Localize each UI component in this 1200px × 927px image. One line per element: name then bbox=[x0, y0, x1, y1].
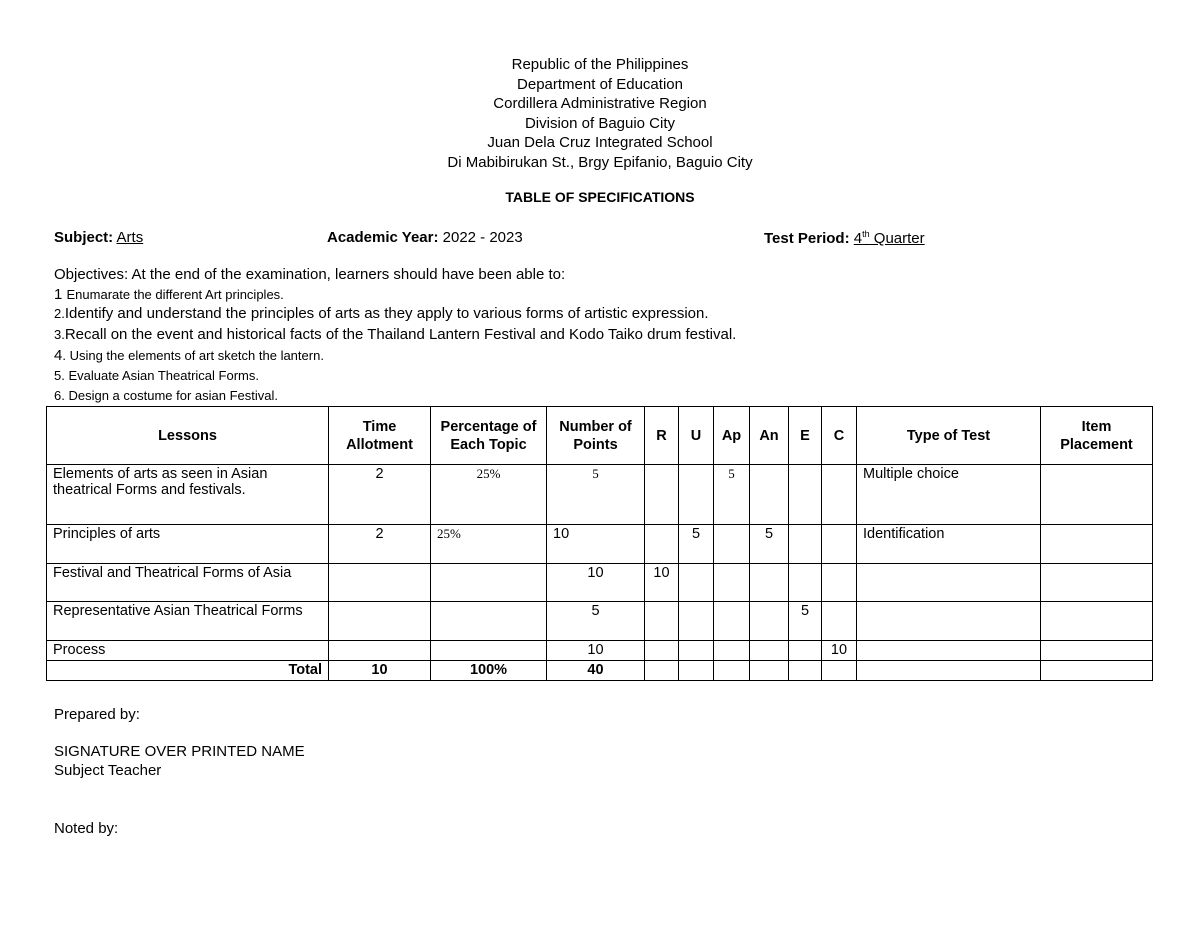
cell-percentage: 25% bbox=[431, 465, 547, 525]
cell-time bbox=[329, 564, 431, 602]
total-type bbox=[857, 661, 1041, 681]
objective-5 bbox=[54, 368, 259, 383]
cell-u: 5 bbox=[679, 525, 714, 564]
test-period-label: Test Period: bbox=[764, 230, 850, 247]
header-item-placement: Item Placement bbox=[1041, 407, 1153, 465]
objective-number: 6. bbox=[54, 388, 65, 403]
cell-c bbox=[822, 564, 857, 602]
specifications-table bbox=[46, 406, 1153, 681]
cell-r bbox=[645, 641, 679, 661]
noted-by-label: Noted by: bbox=[54, 820, 119, 837]
cell-c bbox=[822, 602, 857, 641]
cell-placement bbox=[1041, 564, 1153, 602]
table-row bbox=[47, 641, 1153, 661]
header-department: Department of Education bbox=[517, 75, 683, 93]
cell-placement bbox=[1041, 602, 1153, 641]
cell-u bbox=[679, 602, 714, 641]
signer-role: Subject Teacher bbox=[54, 762, 162, 779]
cell-ap bbox=[714, 602, 750, 641]
objective-3 bbox=[54, 326, 736, 343]
total-placement bbox=[1041, 661, 1153, 681]
cell-ap bbox=[714, 525, 750, 564]
school-header bbox=[0, 55, 1200, 172]
subject-label: Subject: bbox=[54, 229, 114, 246]
cell-type: Multiple choice bbox=[857, 465, 1041, 525]
header-lessons: Lessons bbox=[47, 407, 329, 465]
total-points: 40 bbox=[547, 661, 645, 681]
test-period-value bbox=[854, 230, 925, 247]
cell-an bbox=[750, 641, 789, 661]
cell-an bbox=[750, 465, 789, 525]
cell-lesson: Representative Asian Theatrical Forms bbox=[47, 602, 329, 641]
cell-lesson: Festival and Theatrical Forms of Asia bbox=[47, 564, 329, 602]
objective-6 bbox=[54, 388, 278, 403]
total-c bbox=[822, 661, 857, 681]
header-type-of-test: Type of Test bbox=[857, 407, 1041, 465]
header-ap: Ap bbox=[714, 407, 750, 465]
test-period-suffix: th bbox=[862, 229, 870, 239]
objective-text: Enumarate the different Art principles. bbox=[66, 287, 284, 302]
table-row bbox=[47, 525, 1153, 564]
cell-u bbox=[679, 465, 714, 525]
subject-field bbox=[54, 229, 143, 246]
header-points: Number of Points bbox=[547, 407, 645, 465]
cell-type bbox=[857, 564, 1041, 602]
cell-c: 10 bbox=[822, 641, 857, 661]
academic-year-field bbox=[327, 229, 523, 246]
header-republic: Republic of the Philippines bbox=[511, 56, 689, 73]
total-label: Total bbox=[47, 661, 329, 681]
cell-percentage bbox=[431, 641, 547, 661]
cell-placement bbox=[1041, 465, 1153, 525]
header-school: Juan Dela Cruz Integrated School bbox=[487, 134, 713, 151]
header-u: U bbox=[679, 407, 714, 465]
table-row bbox=[47, 564, 1153, 602]
total-row bbox=[47, 661, 1153, 681]
objective-number: 3. bbox=[54, 327, 65, 342]
cell-ap: 5 bbox=[714, 465, 750, 525]
cell-lesson: Process bbox=[47, 641, 329, 661]
header-c: C bbox=[822, 407, 857, 465]
cell-percentage bbox=[431, 602, 547, 641]
objective-number: 5. bbox=[54, 368, 65, 383]
header-time-allotment: Time Allotment bbox=[329, 407, 431, 465]
objective-text: Recall on the event and historical facts of the Thailand Lantern Festival and Kodo Taiko drum festival. bbox=[64, 326, 737, 343]
document-title: TABLE OF SPECIFICATIONS bbox=[505, 189, 695, 205]
cell-time: 2 bbox=[329, 465, 431, 525]
header-e: E bbox=[789, 407, 822, 465]
cell-e bbox=[789, 465, 822, 525]
cell-time: 2 bbox=[329, 525, 431, 564]
cell-percentage: 25% bbox=[431, 525, 547, 564]
header-r: R bbox=[645, 407, 679, 465]
cell-points: 5 bbox=[547, 465, 645, 525]
cell-type bbox=[857, 641, 1041, 661]
cell-percentage bbox=[431, 564, 547, 602]
objective-text: Identify and understand the principles of arts as they apply to various forms of artistic expression. bbox=[64, 305, 709, 322]
total-r bbox=[645, 661, 679, 681]
subject-value: Arts bbox=[116, 229, 144, 246]
cell-placement bbox=[1041, 641, 1153, 661]
cell-an bbox=[750, 602, 789, 641]
total-time: 10 bbox=[329, 661, 431, 681]
header-address: Di Mabibirukan St., Brgy Epifanio, Baguio City bbox=[447, 153, 753, 171]
signature-line: SIGNATURE OVER PRINTED NAME bbox=[54, 743, 305, 760]
cell-points: 5 bbox=[547, 602, 645, 641]
header-an: An bbox=[750, 407, 789, 465]
cell-lesson: Elements of arts as seen in Asian theatrical Forms and festivals. bbox=[47, 465, 329, 525]
total-e bbox=[789, 661, 822, 681]
table-row bbox=[47, 465, 1153, 525]
academic-year-label: Academic Year: bbox=[327, 229, 439, 246]
cell-placement bbox=[1041, 525, 1153, 564]
objective-4 bbox=[54, 347, 324, 364]
header-region: Cordillera Administrative Region bbox=[493, 95, 707, 112]
objective-text: . Using the elements of art sketch the lantern. bbox=[62, 348, 324, 363]
cell-c bbox=[822, 525, 857, 564]
cell-e bbox=[789, 525, 822, 564]
objective-2 bbox=[54, 305, 709, 322]
cell-time bbox=[329, 641, 431, 661]
cell-ap bbox=[714, 564, 750, 602]
cell-r bbox=[645, 525, 679, 564]
cell-e: 5 bbox=[789, 602, 822, 641]
objective-number: 2. bbox=[54, 306, 65, 321]
cell-r bbox=[645, 602, 679, 641]
cell-an: 5 bbox=[750, 525, 789, 564]
total-ap bbox=[714, 661, 750, 681]
prepared-by-label: Prepared by: bbox=[54, 706, 140, 723]
objective-number: 4 bbox=[54, 347, 63, 364]
total-an bbox=[750, 661, 789, 681]
cell-u bbox=[679, 641, 714, 661]
test-period-quarter: Quarter bbox=[869, 230, 925, 247]
total-u bbox=[679, 661, 714, 681]
cell-an bbox=[750, 564, 789, 602]
cell-e bbox=[789, 641, 822, 661]
cell-e bbox=[789, 564, 822, 602]
objective-text: Design a costume for asian Festival. bbox=[64, 388, 278, 403]
cell-type bbox=[857, 602, 1041, 641]
cell-r bbox=[645, 465, 679, 525]
cell-lesson: Principles of arts bbox=[47, 525, 329, 564]
cell-points: 10 bbox=[547, 525, 645, 564]
cell-points: 10 bbox=[547, 641, 645, 661]
objective-number: 1 bbox=[54, 286, 67, 303]
table-header-row bbox=[47, 407, 1153, 465]
cell-points: 10 bbox=[547, 564, 645, 602]
cell-c bbox=[822, 465, 857, 525]
test-period-number: 4 bbox=[853, 230, 863, 247]
test-period-field bbox=[764, 229, 925, 247]
cell-type: Identification bbox=[857, 525, 1041, 564]
objective-text: Evaluate Asian Theatrical Forms. bbox=[64, 368, 259, 383]
total-percentage: 100% bbox=[431, 661, 547, 681]
header-division: Division of Baguio City bbox=[524, 114, 676, 132]
cell-ap bbox=[714, 641, 750, 661]
objective-1 bbox=[54, 286, 284, 303]
cell-r: 10 bbox=[645, 564, 679, 602]
table-row bbox=[47, 602, 1153, 641]
header-percentage: Percentage of Each Topic bbox=[431, 407, 547, 465]
objectives-intro: Objectives: At the end of the examination, learners should have been able to: bbox=[54, 266, 566, 283]
cell-time bbox=[329, 602, 431, 641]
cell-u bbox=[679, 564, 714, 602]
academic-year-value: 2022 - 2023 bbox=[442, 229, 523, 246]
